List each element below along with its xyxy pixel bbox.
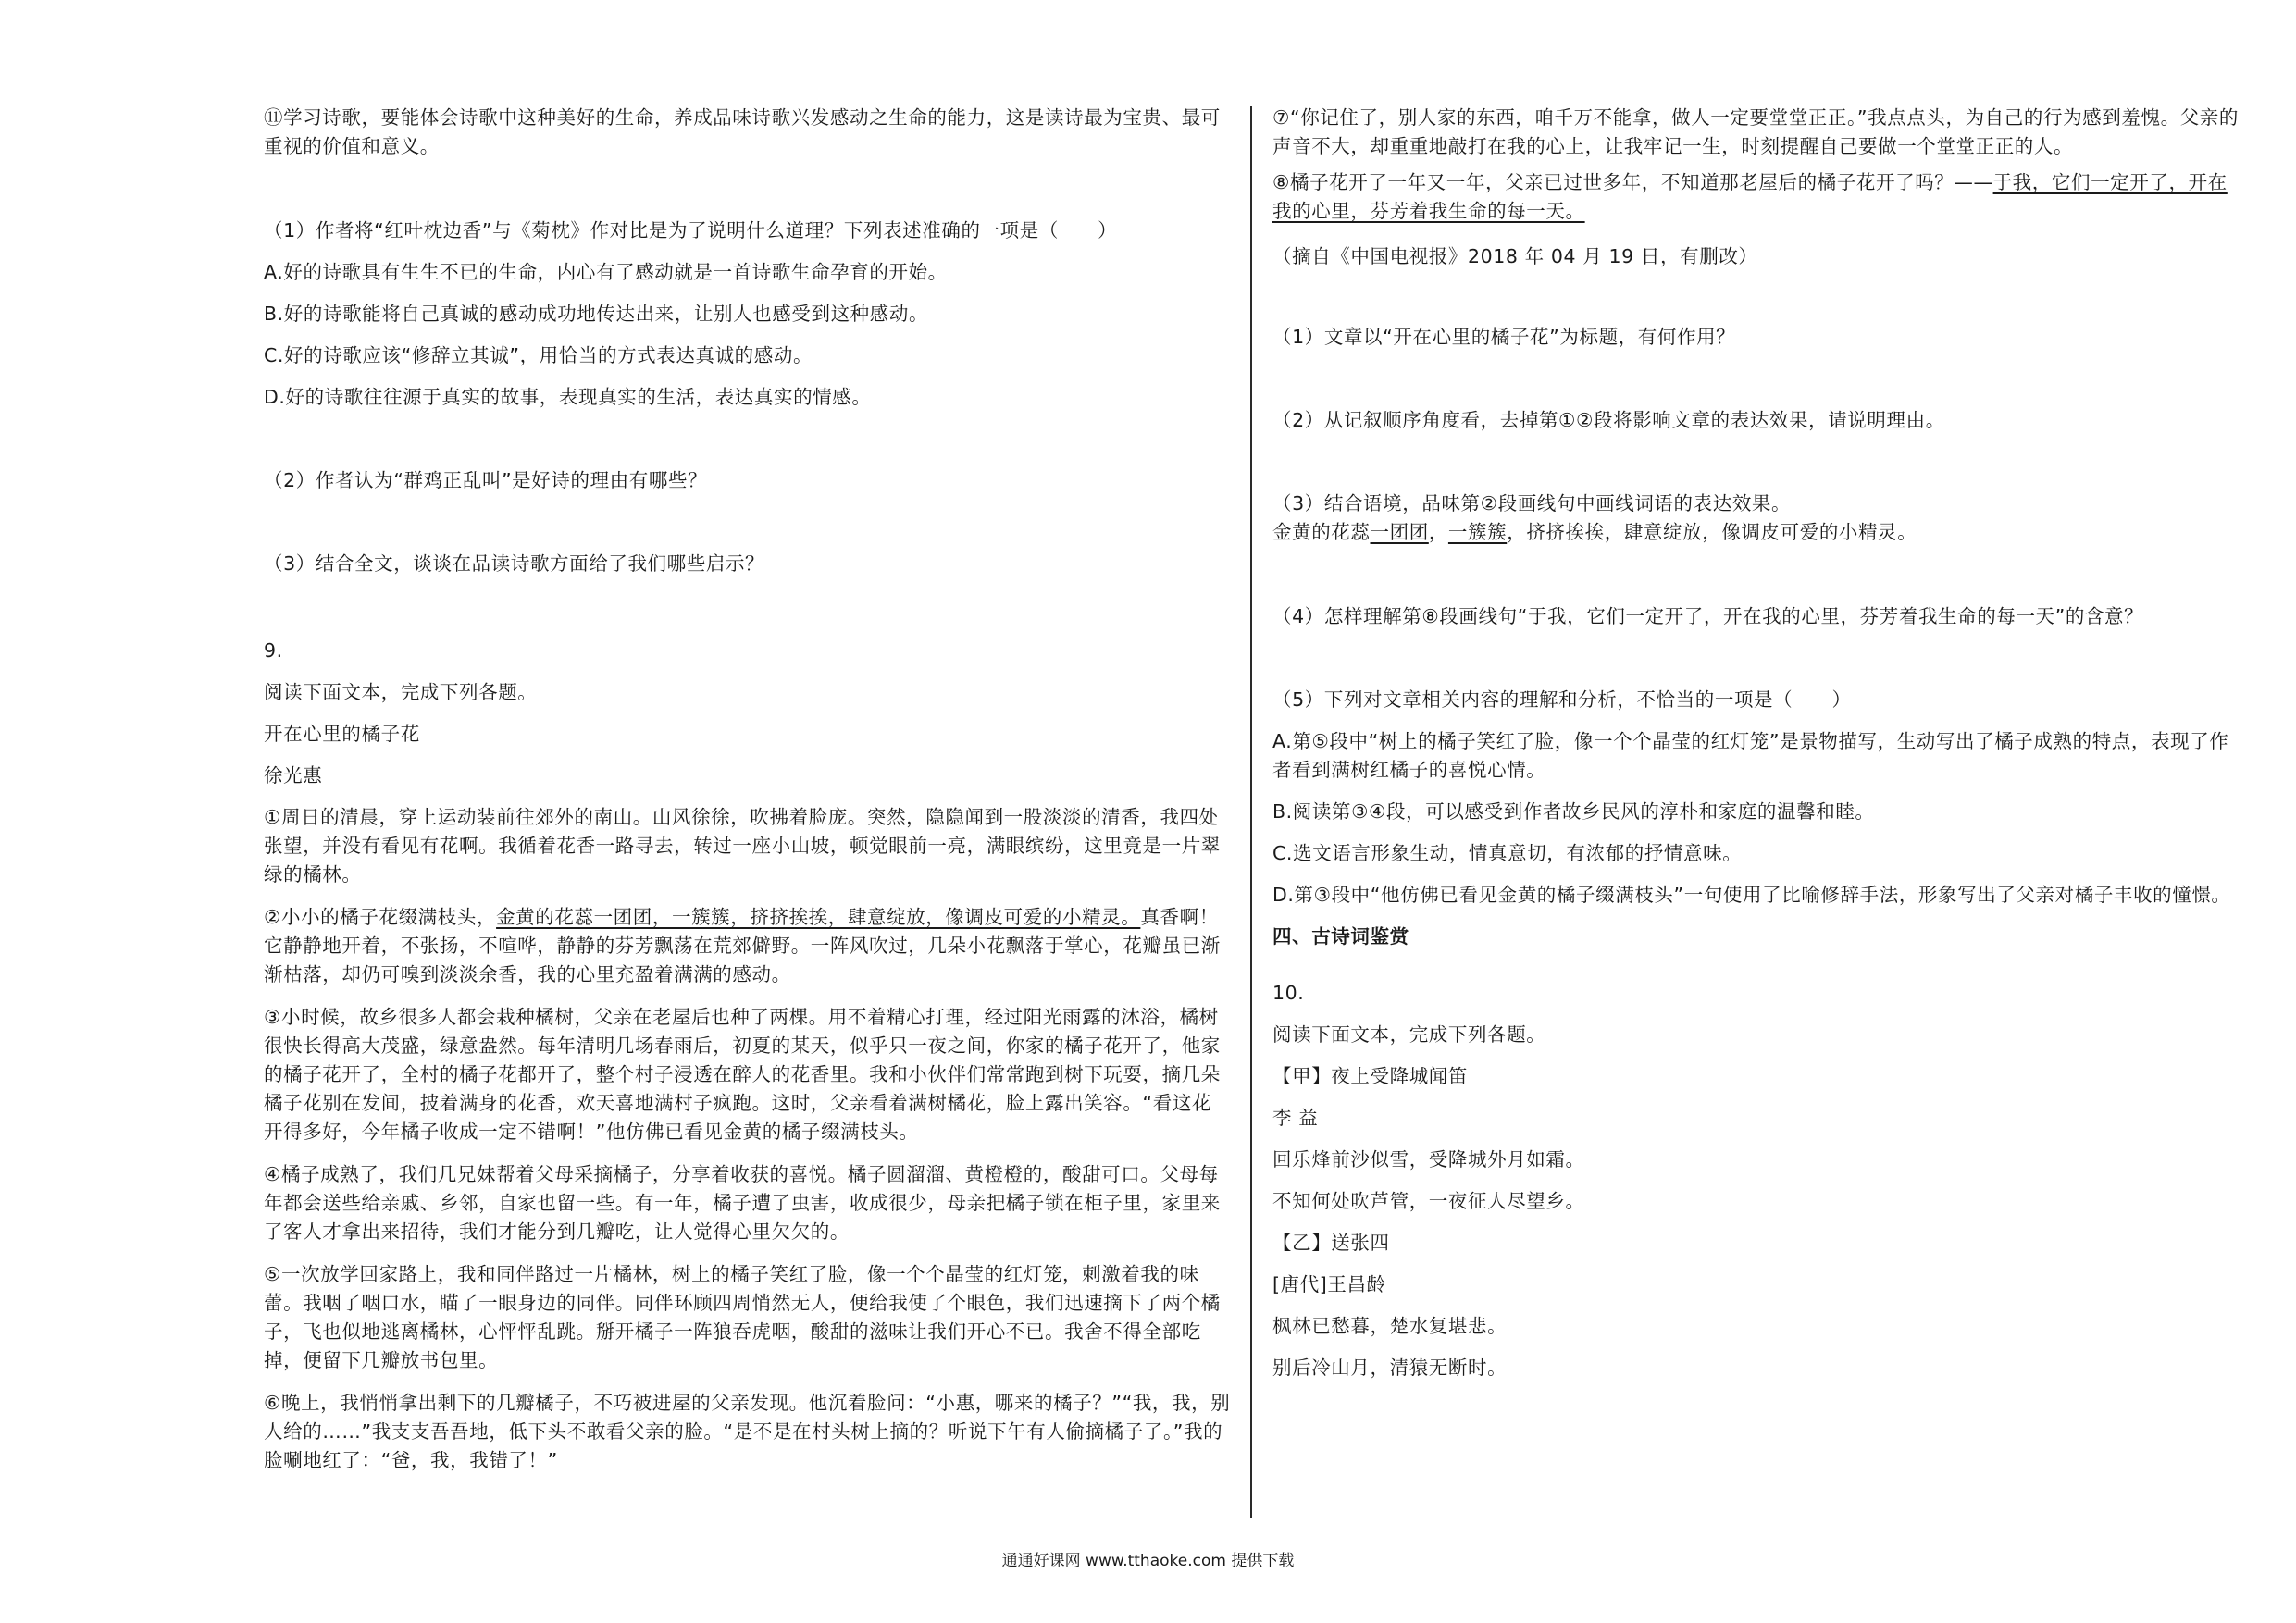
- quoted-start: 金黄的花蕊: [1272, 521, 1371, 543]
- question-r3: （3）结合语境，品味第②段画线句中画线词语的表达效果。: [1272, 492, 1792, 514]
- source-note: （摘自《中国电视报》2018 年 04 月 19 日，有删改）: [1272, 245, 1758, 267]
- section-heading: 四、古诗词鉴赏: [1272, 925, 1409, 948]
- option-b: B.好的诗歌能将自己真诚的感动成功地传达出来，让别人也感受到这种感动。: [264, 303, 929, 325]
- paragraph-1: ①周日的清晨，穿上运动装前往郊外的南山。山风徐徐，吹拂着脸庞。突然，隐隐闻到一股淡淡的清香，我四处张望，并没有看见有花啊。我循着花香一路寻去，转过一座小山坡，顿觉眼前一亮，满眼缤纷，这里竟是一片翠绿的橘林。: [264, 806, 1221, 886]
- question-r5: （5）下列对文章相关内容的理解和分析，不恰当的一项是（ ）: [1272, 688, 1852, 711]
- instruction-10: 阅读下面文本，完成下列各题。: [1272, 1023, 1546, 1046]
- question-2: （2）作者认为“群鸡正乱叫”是好诗的理由有哪些？: [264, 469, 708, 491]
- quoted-comma: ，: [1428, 521, 1448, 543]
- option-r-b: B.阅读第③④段，可以感受到作者故乡民风的淳朴和家庭的温馨和睦。: [1272, 800, 1875, 823]
- right-column: [1272, 104, 2240, 1382]
- option-a: A.好的诗歌具有生生不已的生命，内心有了感动就是一首诗歌生命孕育的开始。: [264, 261, 948, 283]
- paragraph-2-start: ②小小的橘子花缀满枝头，: [264, 906, 497, 928]
- quoted-sentence: [1272, 518, 2240, 547]
- poem-2-title: 【乙】送张四: [1272, 1232, 1390, 1254]
- underlined-word-2: 一簇簇: [1447, 521, 1508, 543]
- question-1: （1）作者将“红叶枕边香”与《菊枕》作对比是为了说明什么道理？下列表述准确的一项是（ ）: [264, 219, 1118, 242]
- paragraph-6: ⑥晚上，我悄悄拿出剩下的几瓣橘子，不巧被进屋的父亲发现。他沉着脸问：“小惠，哪来的橘子？”“我，我，别人给的……”我支支吾吾地，低下头不敢看父亲的脸。“是不是在村头树上摘的？听说下午有人偷摘橘子了。”我的脸唰地红了：“爸，我，我错了！”: [264, 1392, 1231, 1471]
- poem-1-author: 李 益: [1272, 1107, 1319, 1129]
- option-d: D.好的诗歌往往源于真实的故事，表现真实的生活，表达真实的情感。: [264, 386, 872, 408]
- quoted-end: ，挤挤挨挨，肆意绽放，像调皮可爱的小精灵。: [1507, 521, 1917, 543]
- left-column: [264, 104, 1231, 1475]
- option-r-c: C.选文语言形象生动，情真意切，有浓郁的抒情意味。: [1272, 842, 1743, 864]
- underlined-sentence: 金黄的花蕊一团团，一簇簇，挤挤挨挨，肆意绽放，像调皮可爱的小精灵。: [496, 906, 1141, 928]
- page-footer: 通通好课网 www.tthaoke.com 提供下载: [1001, 1552, 1295, 1570]
- paragraph-3: ③小时候，故乡很多人都会栽种橘树，父亲在老屋后也种了两棵。用不着精心打理，经过阳光雨露的沐浴，橘树很快长得高大茂盛，绿意盎然。每年清明几场春雨后，初夏的某天，似乎只一夜之间，你家的橘子花开了，他家的橘子花开了，全村的橘子花都开了，整个村子浸透在醉人的花香里。我和小伙伴们常常跑到树下玩耍，摘几朵橘子花别在发间，披着满身的花香，欢天喜地满村子疯跑。这时，父亲看着满树橘花，脸上露出笑容。“看这花开得多好，今年橘子收成一定不错啊！”他仿佛已看见金黄的橘子缀满枝头。: [264, 1006, 1221, 1143]
- question-3: （3）结合全文，谈谈在品读诗歌方面给了我们哪些启示？: [264, 552, 765, 575]
- question-r4: （4）怎样理解第⑧段画线句“于我，它们一定开了，开在我的心里，芬芳着我生命的每一天”的含意？: [1272, 605, 2144, 627]
- question-r2: （2）从记叙顺序角度看，去掉第①②段将影响文章的表达效果，请说明理由。: [1272, 409, 1945, 431]
- option-c: C.好的诗歌应该“修辞立其诚”，用恰当的方式表达真诚的感动。: [264, 344, 813, 366]
- question-r1: （1）文章以“开在心里的橘子花”为标题，有何作用？: [1272, 326, 1736, 348]
- column-divider: [1250, 106, 1252, 1518]
- poem-1-line-2: 不知何处吹芦管，一夜征人尽望乡。: [1272, 1190, 1585, 1212]
- underlined-sentence-8: 于我，它们一定开了，开在我的心里，芬芳着我生命的每一天。: [1272, 171, 2228, 222]
- option-r-d: D.第③段中“他仿佛已看见金黄的橘子缀满枝头”一句使用了比喻修辞手法，形象写出了父亲对橘子丰收的憧憬。: [1272, 884, 2231, 906]
- paragraph-2: [264, 903, 1231, 989]
- article-author: 徐光惠: [264, 764, 323, 787]
- poem-1-line-1: 回乐烽前沙似雪，受降城外月如霜。: [1272, 1148, 1585, 1171]
- poem-2-line-1: 枫林已愁暮，楚水复堪悲。: [1272, 1315, 1508, 1337]
- question-number-10: 10.: [1272, 982, 1305, 1004]
- paragraph-8: [1272, 168, 2240, 226]
- poem-2-line-2: 别后冷山月，清猿无断时。: [1272, 1357, 1508, 1379]
- instruction: 阅读下面文本，完成下列各题。: [264, 681, 538, 703]
- paragraph-11: ⑪学习诗歌，要能体会诗歌中这种美好的生命，养成品味诗歌兴发感动之生命的能力，这是读诗最为宝贵、最可重视的价值和意义。: [264, 106, 1221, 157]
- poem-2-author: [唐代]王昌龄: [1272, 1273, 1386, 1295]
- paragraph-7: ⑦“你记住了，别人家的东西，咱千万不能拿，做人一定要堂堂正正。”我点点头，为自己的行为感到羞愧。父亲的声音不大，却重重地敲打在我的心上，让我牢记一生，时刻提醒自己要做一个堂堂正正的人。: [1272, 106, 2239, 157]
- paragraph-4: ④橘子成熟了，我们几兄妹帮着父母采摘橘子，分享着收获的喜悦。橘子圆溜溜、黄橙橙的，酸甜可口。父母每年都会送些给亲戚、乡邻，自家也留一些。有一年，橘子遭了虫害，收成很少，母亲把橘子锁在柜子里，家里来了客人才拿出来招待，我们才能分到几瓣吃，让人觉得心里欠欠的。: [264, 1163, 1221, 1243]
- article-title: 开在心里的橘子花: [264, 723, 420, 745]
- paragraph-2-end: 真香啊！它静静地开着，不张扬，不喧哗，静静的芬芳飘荡在荒郊僻野。一阵风吹过，几朵小花飘落于掌心，花瓣虽已渐渐枯落，却仍可嗅到淡淡余香，我的心里充盈着满满的感动。: [264, 906, 1221, 985]
- poem-1-title: 【甲】夜上受降城闻笛: [1272, 1065, 1468, 1087]
- paragraph-8-start: ⑧橘子花开了一年又一年，父亲已过世多年，不知道那老屋后的橘子花开了吗？——: [1272, 171, 1993, 193]
- paragraph-5: ⑤一次放学回家路上，我和同伴路过一片橘林，树上的橘子笑红了脸，像一个个晶莹的红灯笼，刺激着我的味蕾。我咽了咽口水，瞄了一眼身边的同伴。同伴环顾四周悄然无人，便给我使了个眼色，我们迅速摘下了两个橘子，飞也似地逃离橘林，心怦怦乱跳。掰开橘子一阵狼吞虎咽，酸甜的滋味让我们开心不已。我舍不得全部吃掉，便留下几瓣放书包里。: [264, 1263, 1221, 1371]
- question-number-9: 9.: [264, 639, 283, 662]
- underlined-word-1: 一团团: [1370, 521, 1429, 543]
- option-r-a: A.第⑤段中“树上的橘子笑红了脸，像一个个晶莹的红灯笼”是景物描写，生动写出了橘子成熟的特点，表现了作者看到满树红橘子的喜悦心情。: [1272, 730, 2229, 781]
